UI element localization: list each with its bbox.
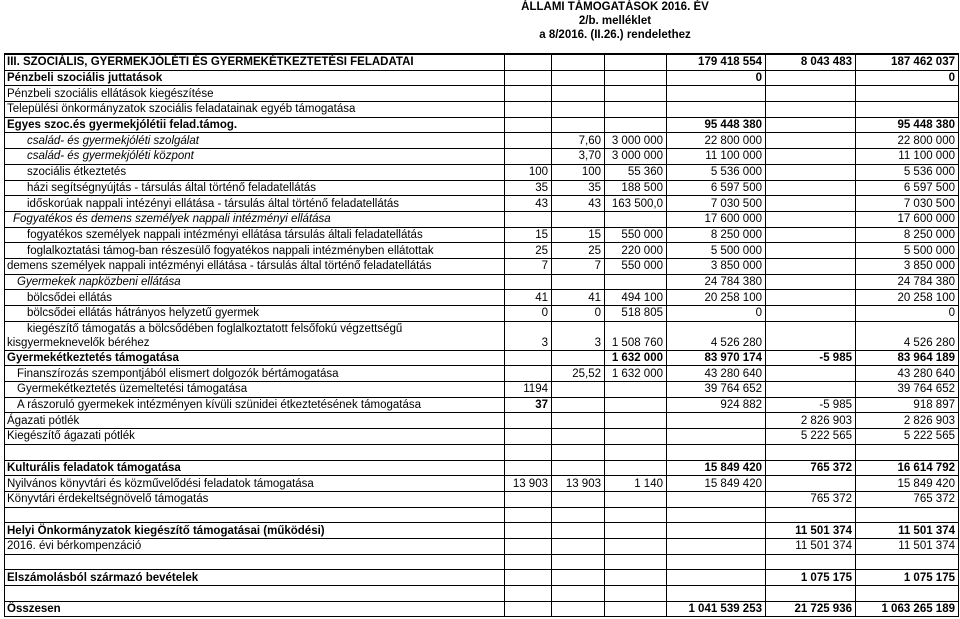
table-row bbox=[5, 290, 959, 306]
cell-c4: 39 764 652 bbox=[667, 382, 766, 398]
row-label: Fogyatékos és demens személyek nappali intézményi ellátása bbox=[5, 211, 505, 227]
row-label: Pénzbeli szociális ellátások kiegészítése bbox=[5, 86, 505, 102]
cell-c2: 35 bbox=[552, 180, 605, 196]
cell-c4: 6 597 500 bbox=[667, 180, 766, 196]
cell-c1 bbox=[505, 211, 552, 227]
cell-c6: 3 850 000 bbox=[856, 258, 959, 274]
cell-c3 bbox=[605, 586, 667, 602]
cell-c1: 43 bbox=[505, 196, 552, 212]
row-label: Ágazati pótlék bbox=[5, 413, 505, 429]
cell-c6 bbox=[856, 554, 959, 570]
cell-c1 bbox=[505, 54, 552, 70]
cell-c6: 5 536 000 bbox=[856, 164, 959, 180]
cell-c4 bbox=[667, 491, 766, 507]
cell-c3 bbox=[605, 460, 667, 476]
cell-c5 bbox=[766, 366, 856, 382]
cell-c2: 25 bbox=[552, 243, 605, 259]
cell-c5 bbox=[766, 149, 856, 165]
cell-c5 bbox=[766, 164, 856, 180]
cell-c2: 7,60 bbox=[552, 133, 605, 149]
cell-c1 bbox=[505, 523, 552, 539]
cell-c5 bbox=[766, 306, 856, 322]
table-row bbox=[5, 382, 959, 398]
table-row bbox=[5, 180, 959, 196]
cell-c4: 15 849 420 bbox=[667, 460, 766, 476]
row-label bbox=[5, 507, 505, 523]
row-label: Pénzbeli szociális juttatások bbox=[5, 70, 505, 86]
row-label: család- és gyermekjóléti szolgálat bbox=[5, 133, 505, 149]
cell-c6 bbox=[856, 586, 959, 602]
cell-c3 bbox=[605, 397, 667, 413]
table-row bbox=[5, 460, 959, 476]
table-row bbox=[5, 523, 959, 539]
row-label: A rászoruló gyermekek intézményen kívüli szünidei étkeztetésének támogatása bbox=[5, 397, 505, 413]
cell-c3: 550 000 bbox=[605, 227, 667, 243]
cell-c6: 83 964 189 bbox=[856, 350, 959, 366]
cell-c2: 15 bbox=[552, 227, 605, 243]
table-row bbox=[5, 429, 959, 445]
cell-c6: 1 075 175 bbox=[856, 570, 959, 586]
table-row bbox=[5, 507, 959, 523]
cell-c4: 20 258 100 bbox=[667, 290, 766, 306]
row-label-line-2: kisgyermeknevelők béréhez bbox=[7, 336, 150, 349]
cell-c4 bbox=[667, 523, 766, 539]
cell-c3 bbox=[605, 102, 667, 118]
row-label: házi segítségnyújtás - társulás által történő feladatellátás bbox=[5, 180, 505, 196]
cell-c4: 11 100 000 bbox=[667, 149, 766, 165]
cell-c5 bbox=[766, 586, 856, 602]
table-row bbox=[5, 274, 959, 290]
cell-c6: 16 614 792 bbox=[856, 460, 959, 476]
cell-c1 bbox=[505, 554, 552, 570]
cell-c4 bbox=[667, 554, 766, 570]
cell-c6: 20 258 100 bbox=[856, 290, 959, 306]
row-label bbox=[5, 554, 505, 570]
cell-c3 bbox=[605, 570, 667, 586]
cell-c6 bbox=[856, 86, 959, 102]
cell-c1: 7 bbox=[505, 258, 552, 274]
cell-c4: 1 041 539 253 bbox=[667, 601, 766, 617]
cell-c1 bbox=[505, 86, 552, 102]
cell-c4 bbox=[667, 570, 766, 586]
cell-c4: 179 418 554 bbox=[667, 54, 766, 70]
table-row bbox=[5, 243, 959, 259]
cell-c3: 1 508 760 bbox=[605, 321, 667, 350]
cell-c1 bbox=[505, 491, 552, 507]
cell-c6: 2 826 903 bbox=[856, 413, 959, 429]
row-label: Települési önkormányzatok szociális feladatainak egyéb támogatása bbox=[5, 102, 505, 118]
table-row bbox=[5, 102, 959, 118]
row-label: demens személyek nappali intézményi ellátása - társulás által történő feladatellátás bbox=[5, 258, 505, 274]
cell-c4 bbox=[667, 413, 766, 429]
table-row bbox=[5, 196, 959, 212]
header-line-3: a 8/2016. (II.26.) rendelethez bbox=[539, 29, 691, 41]
row-label: Könyvtári érdekeltségnövelő támogatás bbox=[5, 491, 505, 507]
cell-c4: 8 250 000 bbox=[667, 227, 766, 243]
cell-c2 bbox=[552, 538, 605, 554]
cell-c6: 918 897 bbox=[856, 397, 959, 413]
cell-c5: 765 372 bbox=[766, 491, 856, 507]
subsidy-table bbox=[4, 53, 959, 617]
cell-c6: 0 bbox=[856, 306, 959, 322]
cell-c5: 11 501 374 bbox=[766, 538, 856, 554]
cell-c4: 17 600 000 bbox=[667, 211, 766, 227]
cell-c3 bbox=[605, 507, 667, 523]
cell-c3 bbox=[605, 429, 667, 445]
table-row bbox=[5, 306, 959, 322]
row-label: időskorúak nappali intézényi ellátása - társulás által történő feladatellátás bbox=[5, 196, 505, 212]
cell-c1: 41 bbox=[505, 290, 552, 306]
cell-c5 bbox=[766, 196, 856, 212]
cell-c5: 21 725 936 bbox=[766, 601, 856, 617]
row-label: Gyermekek napközbeni ellátása bbox=[5, 274, 505, 290]
cell-c2 bbox=[552, 491, 605, 507]
row-label: bölcsődei ellátás bbox=[5, 290, 505, 306]
row-label: Gyermekétkeztetés üzemeltetési támogatása bbox=[5, 382, 505, 398]
cell-c1 bbox=[505, 507, 552, 523]
table-row bbox=[5, 397, 959, 413]
cell-c3: 1 632 000 bbox=[605, 350, 667, 366]
cell-c5 bbox=[766, 86, 856, 102]
table-row bbox=[5, 413, 959, 429]
cell-c6: 1 063 265 189 bbox=[856, 601, 959, 617]
cell-c4: 43 280 640 bbox=[667, 366, 766, 382]
cell-c1 bbox=[505, 429, 552, 445]
cell-c2 bbox=[552, 70, 605, 86]
cell-c3: 1 632 000 bbox=[605, 366, 667, 382]
cell-c1 bbox=[505, 601, 552, 617]
cell-c4: 7 030 500 bbox=[667, 196, 766, 212]
cell-c6: 0 bbox=[856, 70, 959, 86]
cell-c5 bbox=[766, 211, 856, 227]
cell-c2 bbox=[552, 397, 605, 413]
row-label: Egyes szoc.és gyermekjólétii felad.támog. bbox=[5, 117, 505, 133]
row-label: 2016. évi bérkompenzáció bbox=[5, 538, 505, 554]
row-label: III. SZOCIÁLIS, GYERMEKJÓLÉTI ÉS GYERMEKÉTKEZTETÉSI FELADATAI bbox=[5, 54, 505, 70]
cell-c6: 5 222 565 bbox=[856, 429, 959, 445]
row-label: Elszámolásból származó bevételek bbox=[5, 570, 505, 586]
row-label-line-1: kiegészítő támogatás a bölcsődében foglalkoztatott felsőfokú végzettségű bbox=[27, 322, 403, 335]
table-row bbox=[5, 350, 959, 366]
row-label: Finanszírozás szempontjából elismert dolgozók bértámogatása bbox=[5, 366, 505, 382]
row-label: Összesen bbox=[5, 601, 505, 617]
cell-c2 bbox=[552, 601, 605, 617]
row-label bbox=[5, 321, 505, 350]
cell-c1 bbox=[505, 538, 552, 554]
cell-c1: 13 903 bbox=[505, 476, 552, 492]
table-row bbox=[5, 54, 959, 70]
table-row bbox=[5, 538, 959, 554]
cell-c6 bbox=[856, 102, 959, 118]
cell-c6 bbox=[856, 507, 959, 523]
cell-c5 bbox=[766, 476, 856, 492]
cell-c6: 187 462 037 bbox=[856, 54, 959, 70]
table-row bbox=[5, 554, 959, 570]
cell-c3: 188 500 bbox=[605, 180, 667, 196]
cell-c1 bbox=[505, 133, 552, 149]
table-row bbox=[5, 258, 959, 274]
cell-c4: 924 882 bbox=[667, 397, 766, 413]
cell-c6: 11 100 000 bbox=[856, 149, 959, 165]
cell-c6: 24 784 380 bbox=[856, 274, 959, 290]
cell-c5 bbox=[766, 507, 856, 523]
cell-c5 bbox=[766, 321, 856, 350]
cell-c4: 83 970 174 bbox=[667, 350, 766, 366]
cell-c2: 41 bbox=[552, 290, 605, 306]
cell-c4: 15 849 420 bbox=[667, 476, 766, 492]
cell-c3: 55 360 bbox=[605, 164, 667, 180]
table-row bbox=[5, 601, 959, 617]
cell-c1 bbox=[505, 350, 552, 366]
cell-c3: 220 000 bbox=[605, 243, 667, 259]
cell-c5 bbox=[766, 133, 856, 149]
row-label bbox=[5, 586, 505, 602]
cell-c4: 4 526 280 bbox=[667, 321, 766, 350]
cell-c3 bbox=[605, 413, 667, 429]
row-label: Kiegészítő ágazati pótlék bbox=[5, 429, 505, 445]
cell-c6: 22 800 000 bbox=[856, 133, 959, 149]
cell-c3 bbox=[605, 117, 667, 133]
cell-c2: 7 bbox=[552, 258, 605, 274]
row-label: Helyi Önkormányzatok kiegészítő támogatásai (működési) bbox=[5, 523, 505, 539]
cell-c3 bbox=[605, 54, 667, 70]
cell-c1: 1194 bbox=[505, 382, 552, 398]
cell-c6: 4 526 280 bbox=[856, 321, 959, 350]
cell-c1: 3 bbox=[505, 321, 552, 350]
cell-c5: 8 043 483 bbox=[766, 54, 856, 70]
table-row bbox=[5, 366, 959, 382]
cell-c1 bbox=[505, 366, 552, 382]
cell-c5: -5 985 bbox=[766, 350, 856, 366]
cell-c2 bbox=[552, 274, 605, 290]
cell-c5 bbox=[766, 102, 856, 118]
row-label: Gyermekétkeztetés támogatása bbox=[5, 350, 505, 366]
cell-c2 bbox=[552, 429, 605, 445]
row-label: Kulturális feladatok támogatása bbox=[5, 460, 505, 476]
table-row bbox=[5, 149, 959, 165]
cell-c2 bbox=[552, 382, 605, 398]
cell-c5 bbox=[766, 444, 856, 460]
row-label: bölcsődei ellátás hátrányos helyzetű gyermek bbox=[5, 306, 505, 322]
cell-c2 bbox=[552, 523, 605, 539]
row-label bbox=[5, 444, 505, 460]
cell-c2: 100 bbox=[552, 164, 605, 180]
cell-c6: 17 600 000 bbox=[856, 211, 959, 227]
cell-c2 bbox=[552, 554, 605, 570]
cell-c4 bbox=[667, 586, 766, 602]
cell-c3 bbox=[605, 274, 667, 290]
cell-c3: 494 100 bbox=[605, 290, 667, 306]
table-row bbox=[5, 570, 959, 586]
cell-c6: 5 500 000 bbox=[856, 243, 959, 259]
cell-c2 bbox=[552, 586, 605, 602]
cell-c1 bbox=[505, 460, 552, 476]
cell-c6: 7 030 500 bbox=[856, 196, 959, 212]
table-row bbox=[5, 117, 959, 133]
cell-c5 bbox=[766, 554, 856, 570]
cell-c6: 11 501 374 bbox=[856, 538, 959, 554]
cell-c1 bbox=[505, 586, 552, 602]
cell-c5 bbox=[766, 70, 856, 86]
cell-c4 bbox=[667, 507, 766, 523]
table-row bbox=[5, 211, 959, 227]
table-row bbox=[5, 86, 959, 102]
cell-c2 bbox=[552, 570, 605, 586]
cell-c4 bbox=[667, 102, 766, 118]
table-row bbox=[5, 586, 959, 602]
cell-c1 bbox=[505, 444, 552, 460]
table-row bbox=[5, 164, 959, 180]
cell-c1 bbox=[505, 413, 552, 429]
cell-c4 bbox=[667, 538, 766, 554]
cell-c2: 3,70 bbox=[552, 149, 605, 165]
cell-c3 bbox=[605, 382, 667, 398]
cell-c6: 39 764 652 bbox=[856, 382, 959, 398]
cell-c2 bbox=[552, 460, 605, 476]
cell-c3 bbox=[605, 70, 667, 86]
cell-c5 bbox=[766, 117, 856, 133]
cell-c4: 22 800 000 bbox=[667, 133, 766, 149]
cell-c1: 25 bbox=[505, 243, 552, 259]
cell-c2: 43 bbox=[552, 196, 605, 212]
cell-c4: 95 448 380 bbox=[667, 117, 766, 133]
cell-c5: -5 985 bbox=[766, 397, 856, 413]
cell-c2: 3 bbox=[552, 321, 605, 350]
cell-c3: 550 000 bbox=[605, 258, 667, 274]
cell-c3 bbox=[605, 211, 667, 227]
cell-c1: 100 bbox=[505, 164, 552, 180]
cell-c5 bbox=[766, 258, 856, 274]
cell-c6: 6 597 500 bbox=[856, 180, 959, 196]
table-row bbox=[5, 491, 959, 507]
cell-c4 bbox=[667, 429, 766, 445]
cell-c3 bbox=[605, 538, 667, 554]
cell-c6 bbox=[856, 444, 959, 460]
cell-c5 bbox=[766, 290, 856, 306]
cell-c3 bbox=[605, 554, 667, 570]
cell-c4: 5 500 000 bbox=[667, 243, 766, 259]
cell-c3: 3 000 000 bbox=[605, 149, 667, 165]
cell-c5: 765 372 bbox=[766, 460, 856, 476]
cell-c5: 1 075 175 bbox=[766, 570, 856, 586]
cell-c6: 95 448 380 bbox=[856, 117, 959, 133]
cell-c1: 15 bbox=[505, 227, 552, 243]
table-row bbox=[5, 321, 959, 350]
cell-c6: 15 849 420 bbox=[856, 476, 959, 492]
table-row bbox=[5, 444, 959, 460]
table-row bbox=[5, 133, 959, 149]
cell-c2 bbox=[552, 507, 605, 523]
cell-c5: 2 826 903 bbox=[766, 413, 856, 429]
cell-c1 bbox=[505, 149, 552, 165]
cell-c3: 3 000 000 bbox=[605, 133, 667, 149]
cell-c1: 37 bbox=[505, 397, 552, 413]
cell-c6: 765 372 bbox=[856, 491, 959, 507]
header-line-1: ÁLLAMI TÁMOGATÁSOK 2016. ÉV bbox=[521, 1, 709, 13]
cell-c2 bbox=[552, 54, 605, 70]
cell-c1 bbox=[505, 102, 552, 118]
cell-c2 bbox=[552, 413, 605, 429]
row-label: foglalkoztatási támog-ban részesülő fogyatékos nappali intézményben ellátottak bbox=[5, 243, 505, 259]
cell-c1 bbox=[505, 570, 552, 586]
cell-c1: 0 bbox=[505, 306, 552, 322]
cell-c3: 1 140 bbox=[605, 476, 667, 492]
cell-c2: 0 bbox=[552, 306, 605, 322]
cell-c3 bbox=[605, 601, 667, 617]
cell-c2 bbox=[552, 444, 605, 460]
cell-c5 bbox=[766, 227, 856, 243]
cell-c4 bbox=[667, 86, 766, 102]
cell-c5 bbox=[766, 243, 856, 259]
cell-c3: 518 805 bbox=[605, 306, 667, 322]
cell-c1 bbox=[505, 274, 552, 290]
cell-c3 bbox=[605, 86, 667, 102]
row-label: szociális étkeztetés bbox=[5, 164, 505, 180]
cell-c6: 8 250 000 bbox=[856, 227, 959, 243]
cell-c1 bbox=[505, 70, 552, 86]
cell-c2 bbox=[552, 86, 605, 102]
cell-c3: 163 500,0 bbox=[605, 196, 667, 212]
cell-c2 bbox=[552, 350, 605, 366]
cell-c2 bbox=[552, 117, 605, 133]
cell-c4: 3 850 000 bbox=[667, 258, 766, 274]
cell-c4: 0 bbox=[667, 306, 766, 322]
cell-c6: 11 501 374 bbox=[856, 523, 959, 539]
table-row bbox=[5, 70, 959, 86]
cell-c3 bbox=[605, 523, 667, 539]
cell-c5: 5 222 565 bbox=[766, 429, 856, 445]
cell-c4: 0 bbox=[667, 70, 766, 86]
cell-c5 bbox=[766, 382, 856, 398]
cell-c6: 43 280 640 bbox=[856, 366, 959, 382]
cell-c4: 5 536 000 bbox=[667, 164, 766, 180]
row-label: Nyilvános könyvtári és közművelődési feladatok támogatása bbox=[5, 476, 505, 492]
cell-c5 bbox=[766, 180, 856, 196]
header-line-2: 2/b. melléklet bbox=[578, 15, 652, 27]
row-label: család- és gyermekjóléti központ bbox=[5, 149, 505, 165]
cell-c1: 35 bbox=[505, 180, 552, 196]
cell-c3 bbox=[605, 444, 667, 460]
cell-c5 bbox=[766, 274, 856, 290]
table-row bbox=[5, 227, 959, 243]
cell-c4 bbox=[667, 444, 766, 460]
cell-c4: 24 784 380 bbox=[667, 274, 766, 290]
cell-c3 bbox=[605, 491, 667, 507]
cell-c2 bbox=[552, 211, 605, 227]
table-row bbox=[5, 476, 959, 492]
cell-c2 bbox=[552, 102, 605, 118]
cell-c5: 11 501 374 bbox=[766, 523, 856, 539]
cell-c1 bbox=[505, 117, 552, 133]
row-label: fogyatékos személyek nappali intézményi ellátása társulás általi feladatellátás bbox=[5, 227, 505, 243]
cell-c2: 13 903 bbox=[552, 476, 605, 492]
cell-c2: 25,52 bbox=[552, 366, 605, 382]
